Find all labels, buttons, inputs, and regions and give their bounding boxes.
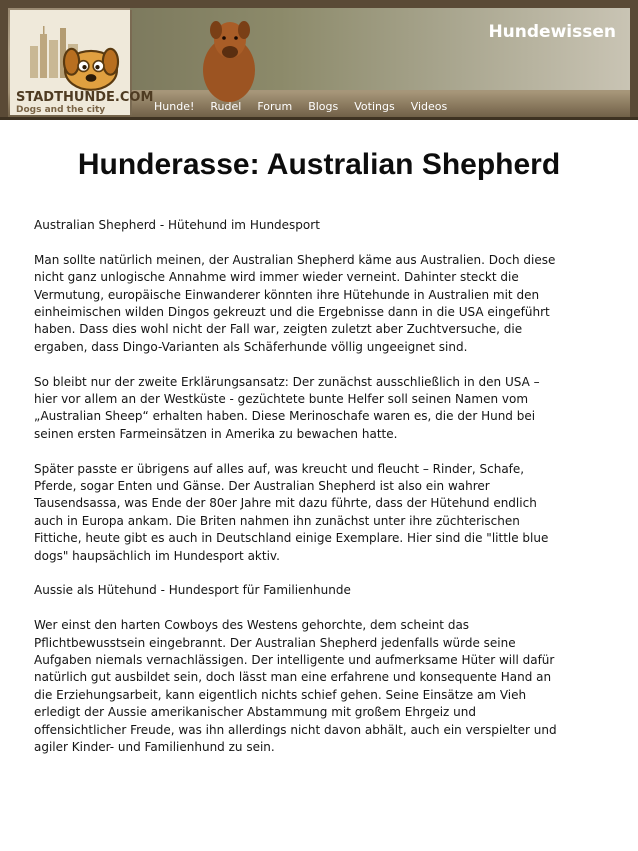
article-subheading: Aussie als Hütehund - Hundesport für Familienhunde [34, 583, 351, 598]
dog-photo [196, 12, 262, 102]
logo-tagline: Dogs and the city [16, 105, 106, 115]
nav-item-forum[interactable]: Forum [257, 100, 293, 113]
page-title: Hunderasse: Australian Shepherd [77, 148, 561, 181]
article-paragraph: So bleibt nur der zweite Erklärungsansatz: Der zunächst ausschließlich in den USA – hier vor allem an der Westküste - gezüchtete bunte Helfer soll seinen Namen vom „Australian Sheep“ erhalten haben. Diese Merinoschafe waren es, die der Hund bei seinen ersten Farmeinsätzen in Amerika zu bewachen hatte. [34, 374, 540, 441]
article-subheading: Australian Shepherd - Hütehund im Hundesport [34, 218, 320, 232]
nav-item-rudel[interactable]: Rudel [210, 100, 242, 113]
logo-text: STADTHUNDE.COM [16, 90, 154, 105]
nav-item-votings[interactable]: Votings [354, 100, 395, 113]
article-body [34, 217, 564, 774]
article-paragraph: Wer einst den harten Cowboys des Westens gehorchte, dem scheint das Pflichtbewusstsein eingebrannt. Der Australian Shepherd jedenfalls würde seine Aufgaben niemals vernachlässigen. Der intelligente und aufmerksame Hüter will dafür natürlich gut ausbildet sein, doch lässt man eine erfahrene und konsequente Hand an die Erziehungsarbeit, kann eigentlich nichts schief gehen. Seine Einsätze am Vieh erledigt der Aussie amerikanischer Abstammung mit großem Ehrgeiz und offensichtlicher Freude, was ihn allerdings nicht davon abhält, auch ein verspielter und agiler Kinder- und Familienhund zu sein. [34, 618, 557, 755]
site-logo[interactable] [10, 10, 154, 115]
nav-item-videos[interactable]: Videos [410, 100, 448, 113]
nav-item-hunde[interactable]: Hunde! [154, 100, 195, 113]
banner-divider [0, 117, 638, 120]
main-nav [146, 98, 455, 118]
nav-item-blogs[interactable]: Blogs [308, 100, 339, 113]
article-paragraph: Später passte er übrigens auf alles auf, was kreucht und fleucht – Rinder, Schafe, Pferde, sogar Enten und Gänse. Der Australian Shepherd ist also ein wahrer Tausendsassa, was Ende der 80er Jahre mit dazu führte, dass der Hütehund endlich auch in Europa ankam. Die Briten nahmen ihn zunächst unter ihre züchterischen Fittiche, heute gibt es auch in Deutschland einige Exemplare. Hier sind die "little blue dogs" haupsächlich im Hundesport aktiv. [34, 461, 549, 563]
site-section-title: Hundewissen [488, 22, 616, 42]
cartoon-dog-icon [58, 38, 124, 92]
article-paragraph: Man sollte natürlich meinen, der Australian Shepherd käme aus Australien. Doch diese nicht ganz unlogische Annahme wird immer wieder verneint. Dahinter steckt die Vermutung, europäische Einwanderer könnten ihre Hütehunde in Australien mit den einheimischen wilden Dingos gekreuzt und die Ergebnisse dann in die USA eingeführt haben. Dass dies wohl nicht der Fall war, zeigten zuletzt aber Zuchtversuche, die ergaben, dass Dingo-Varianten als Schäferhunde völlig ungeeignet sind. [34, 252, 556, 354]
site-banner [0, 0, 638, 120]
